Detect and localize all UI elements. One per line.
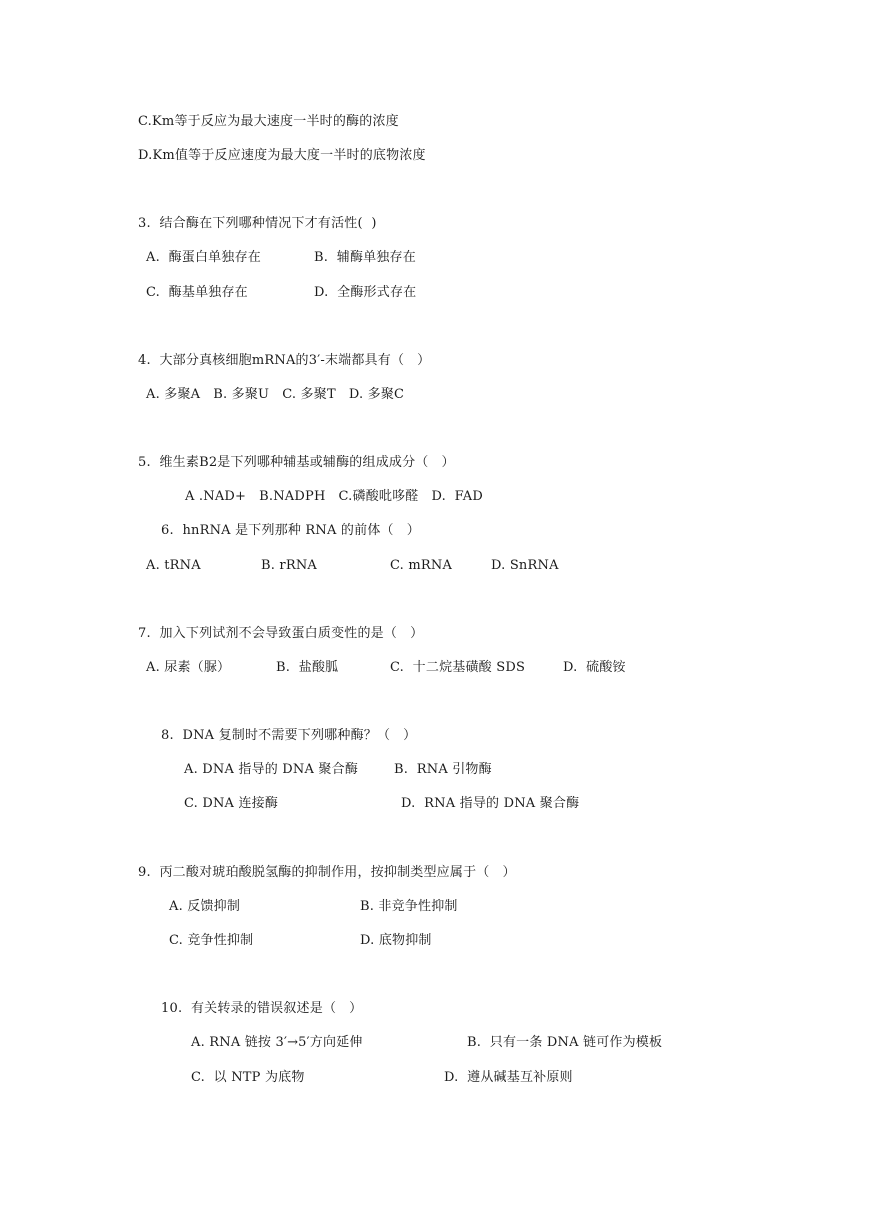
question-3-option-b: B. 辅酶单独存在 [314, 250, 416, 265]
question-9-option-c: C. 竞争性抑制 [169, 933, 254, 948]
question-8-option-c: C. DNA 连接酶 [184, 796, 279, 811]
question-6-option-c: C. mRNA [390, 558, 453, 573]
question-7-option-b: B. 盐酸胍 [276, 660, 339, 675]
question-7-option-c: C. 十二烷基磺酸 SDS [390, 660, 526, 675]
question-8-option-b: B. RNA 引物酶 [394, 762, 492, 777]
option-line: D.Km值等于反应速度为最大度一半时的底物浓度 [138, 148, 426, 163]
question-8-option-d: D. RNA 指导的 DNA 聚合酶 [401, 796, 580, 811]
question-8: 8. DNA 复制时不需要下列哪种酶？（ ） [161, 728, 417, 743]
option-line: C.Km等于反应为最大速度一半时的酶的浓度 [138, 114, 399, 129]
question-3-option-c: C. 酶基单独存在 [146, 285, 248, 300]
question-5-options: A .NAD+ B.NADPH C.磷酸吡哆醛 D. FAD [185, 489, 483, 504]
question-5: 5. 维生素B2是下列哪种辅基或辅酶的组成成分（ ） [138, 455, 455, 470]
question-10-option-c: C. 以 NTP 为底物 [191, 1070, 305, 1085]
question-6-option-b: B. rRNA [261, 558, 317, 573]
question-6-option-a: A. tRNA [146, 558, 201, 573]
question-7-option-d: D. 硫酸铵 [563, 660, 626, 675]
question-10-option-d: D. 遵从碱基互补原则 [444, 1070, 573, 1085]
question-7-option-a: A. 尿素（脲） [146, 660, 231, 675]
question-3-option-d: D. 全酶形式存在 [314, 285, 417, 300]
question-10: 10. 有关转录的错误叙述是（ ） [161, 1001, 363, 1016]
question-4-options: A. 多聚A B. 多聚U C. 多聚T D. 多聚C [146, 387, 405, 402]
question-6: 6. hnRNA 是下列那种 RNA 的前体（ ） [161, 523, 420, 538]
question-9-option-b: B. 非竞争性抑制 [360, 899, 458, 914]
question-3: 3. 结合酶在下列哪种情况下才有活性( ) [138, 216, 377, 231]
question-9-option-d: D. 底物抑制 [360, 933, 432, 948]
question-7: 7. 加入下列试剂不会导致蛋白质变性的是（ ） [138, 626, 424, 641]
question-3-option-a: A. 酶蛋白单独存在 [146, 250, 261, 265]
question-10-option-a: A. RNA 链按 3′→5′方向延伸 [191, 1035, 363, 1050]
question-9-option-a: A. 反馈抑制 [169, 899, 241, 914]
question-8-option-a: A. DNA 指导的 DNA 聚合酶 [184, 762, 359, 777]
question-9: 9. 丙二酸对琥珀酸脱氢酶的抑制作用，按抑制类型应属于（ ） [138, 865, 516, 880]
question-10-option-b: B. 只有一条 DNA 链可作为模板 [467, 1035, 663, 1050]
question-6-option-d: D. SnRNA [491, 558, 559, 573]
question-4: 4. 大部分真核细胞mRNA的3′-末端都具有（ ） [138, 353, 431, 368]
